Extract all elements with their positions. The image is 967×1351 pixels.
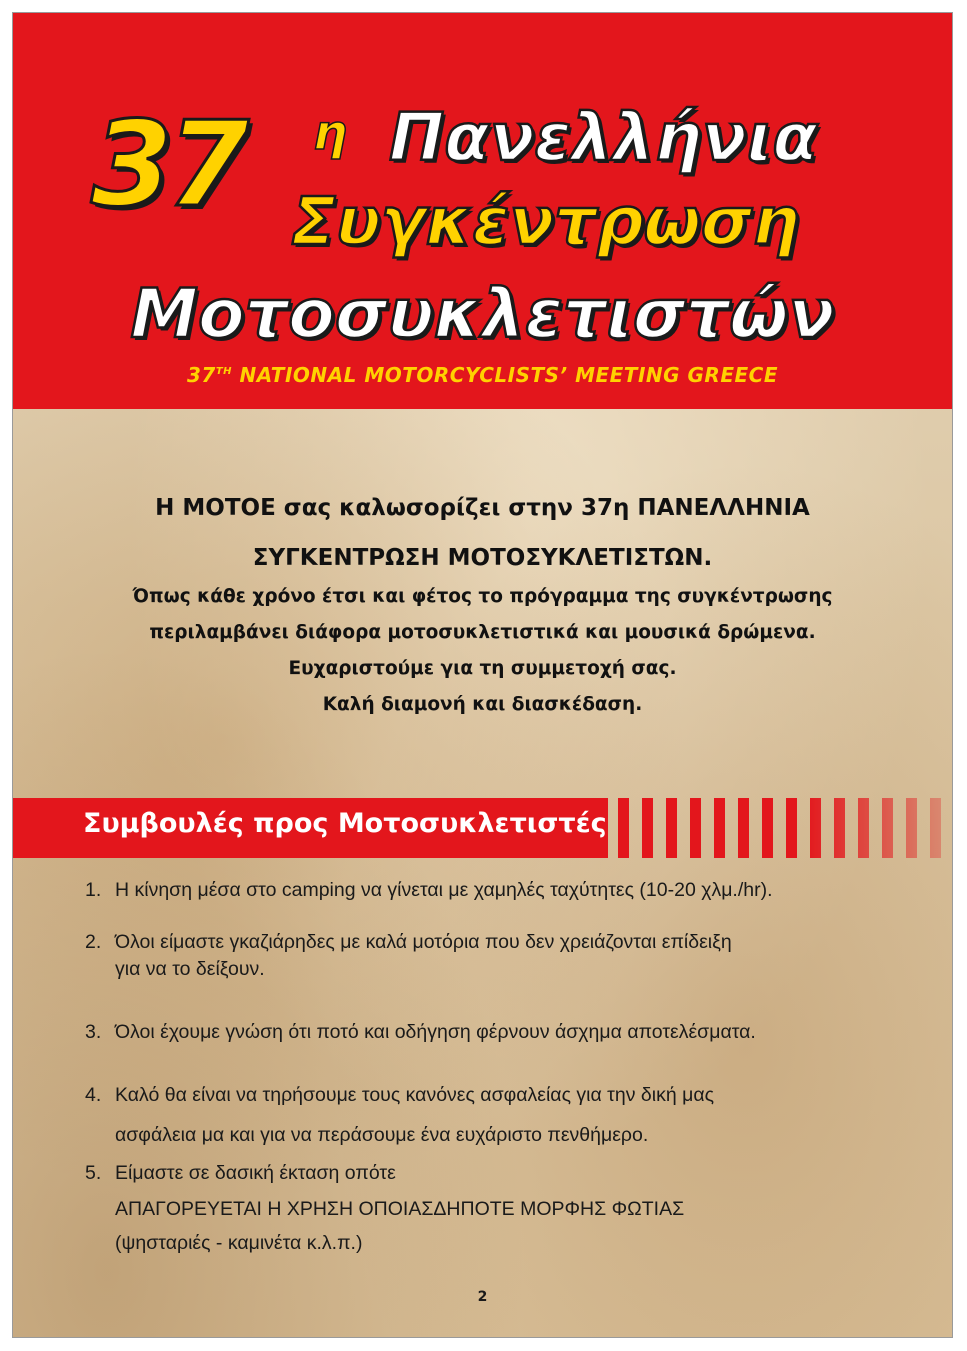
- list-number: 5.: [85, 1162, 102, 1184]
- welcome-line-3: Όπως κάθε χρόνο έτσι και φέτος το πρόγραμμα της συγκέντρωσης: [132, 586, 833, 607]
- welcome-line-2: ΣΥΓΚΕΝΤΡΩΣΗ ΜΟΤΟΣΥΚΛΕΤΙΣΤΩΝ.: [252, 545, 713, 571]
- list-item: [85, 879, 773, 902]
- english-subtitle: [13, 363, 952, 387]
- welcome-line-5: Ευχαριστούμε για τη συμμετοχή σας.: [288, 658, 677, 679]
- list-item: [85, 1084, 714, 1147]
- title-line-3: Μοτοσυκλετιστών: [130, 275, 835, 354]
- list-item: [85, 1021, 756, 1044]
- section-title: Συμβουλές προς Μοτοσυκλετιστές: [83, 808, 607, 839]
- title-number: 37: [91, 95, 244, 233]
- page-number: 2: [477, 1289, 488, 1305]
- subtitle-superscript: TH: [215, 366, 233, 377]
- list-text-continued: ασφάλεια μα και για να περάσουμε ένα ευχάριστο πενθήμερο.: [115, 1124, 649, 1146]
- welcome-line-6: Καλή διαμονή και διασκέδαση.: [322, 694, 643, 715]
- title-superscript: η: [313, 105, 348, 161]
- welcome-message: [13, 483, 952, 723]
- title-line-2: Συγκέντρωση: [291, 183, 800, 260]
- list-text-continued: για να το δείξουν.: [115, 958, 265, 980]
- subtitle-text: NATIONAL MOTORCYCLISTS’ MEETING GREECE: [239, 363, 778, 387]
- list-text: Η κίνηση μέσα στο camping να γίνεται με χαμηλές ταχύτητες (10-20 χλμ./hr).: [115, 879, 773, 901]
- list-text: Είμαστε σε δασική έκταση οπότε: [115, 1162, 396, 1184]
- list-text: Καλό θα είναι να τηρήσουμε τους κανόνες ασφαλείας για την δική μας: [115, 1084, 714, 1106]
- welcome-line-1: Η ΜΟΤΟΕ σας καλωσορίζει στην 37η ΠΑΝΕΛΛΗΝΙΑ: [155, 495, 810, 521]
- subtitle-number: 37: [186, 363, 216, 387]
- list-text: Όλοι έχουμε γνώση ότι ποτό και οδήγηση φέρνουν άσχημα αποτελέσματα.: [115, 1021, 756, 1043]
- welcome-line-4: περιλαμβάνει διάφορα μοτοσυκλετιστικά και μουσικά δρώμενα.: [149, 622, 816, 643]
- list-number: 1.: [85, 879, 102, 901]
- list-item: [85, 931, 732, 981]
- poster-page: [12, 12, 953, 1338]
- list-number: 2.: [85, 931, 102, 953]
- decorative-stripes: [618, 798, 953, 858]
- list-text: Όλοι είμαστε γκαζιάρηδες με καλά μοτόρια που δεν χρειάζονται επίδειξη: [115, 931, 732, 953]
- list-text-continued: ΑΠΑΓΟΡΕΥΕΤΑΙ Η ΧΡΗΣΗ ΟΠΟΙΑΣΔΗΠΟΤΕ ΜΟΡΦΗΣ ΦΩΤΙΑΣ: [115, 1198, 685, 1220]
- header-banner: [13, 13, 952, 409]
- title-line-1: Πανελλήνια: [389, 99, 818, 176]
- list-text-continued: (ψησταριές - καμινέτα κ.λ.π.): [115, 1232, 363, 1254]
- list-number: 3.: [85, 1021, 102, 1043]
- list-item: [85, 1162, 684, 1255]
- list-number: 4.: [85, 1084, 102, 1106]
